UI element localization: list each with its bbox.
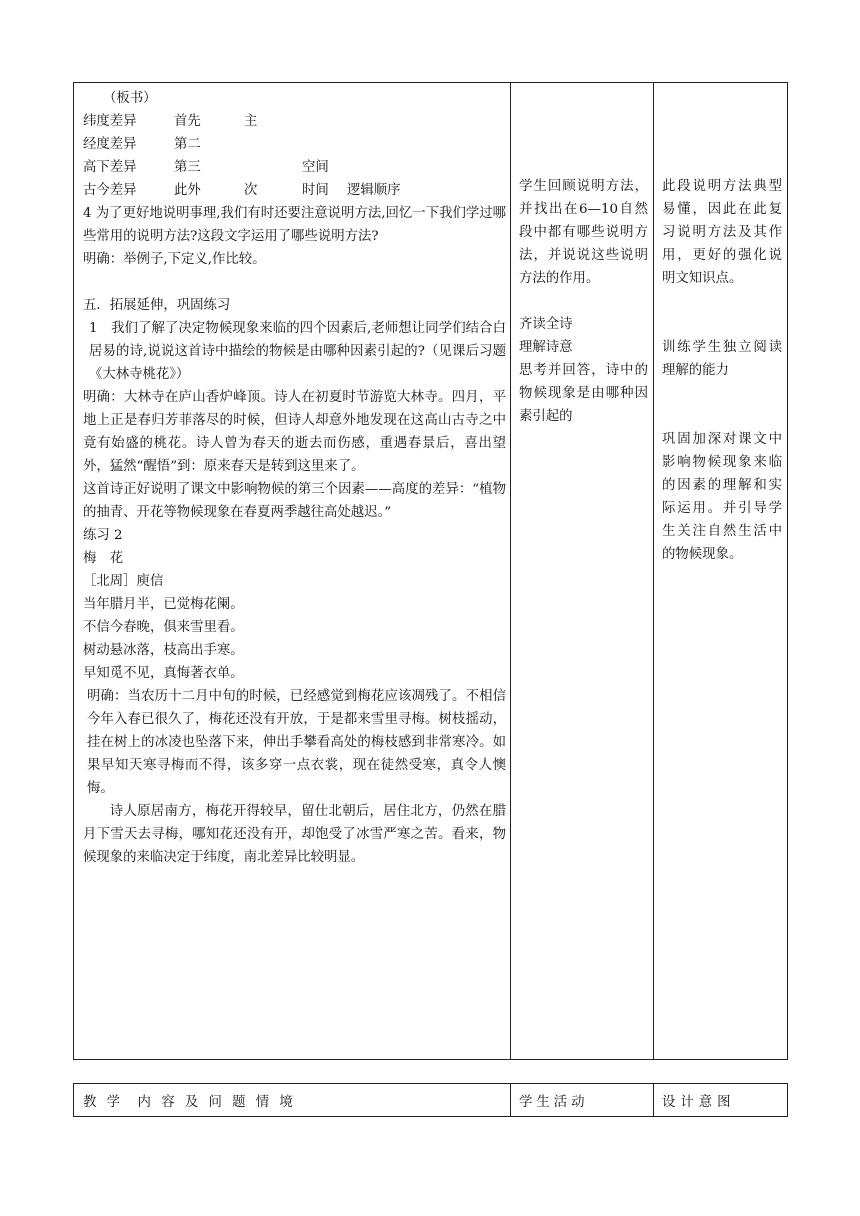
activity-2-read: 齐读全诗 [519, 317, 573, 332]
intent-3: 巩固加深对课文中影响物候现象来临的因素的理解和实际运用。并引导学生关注自然生活中的物候现象。 [662, 432, 782, 562]
exercise-1-answer: 明确：大林寺在庐山香炉峰顶。诗人在初夏时节游览大林寺。四月，平地上正是春归芳菲落尽的时候，但诗人却意外地发现在这高山古寺之中竟有始盛的桃花。诗人曾为春天的逝去而伤感，重遇春景后，喜出望外，猛然“醒悟”到：原来春天是转到这里来了。 [83, 390, 506, 474]
header-row-table [73, 1083, 788, 1117]
intent-2: 训练学生独立阅读理解的能力 [662, 340, 782, 378]
header-teaching-content: 教 学 内 容 及 问 题 情 境 [74, 1084, 511, 1117]
board-header: （板书） [103, 91, 157, 106]
board-row: 经度差异 第二 [83, 137, 201, 152]
poem-line: 当年腊月半，已觉梅花阑。 [83, 597, 244, 612]
question-4: 4 为了更好地说明事理,我们有时还要注意说明方法,回忆一下我们学过哪些常用的说明方法?这段文字运用了哪些说明方法? [83, 206, 507, 244]
board-row: 纬度差异 首先 主 [83, 114, 258, 129]
activity-2-think: 思考并回答，诗中的物候现象是由哪种因素引起的 [519, 363, 648, 424]
poem-line: 树动悬冰落，枝高出手寒。 [83, 643, 244, 658]
section-5-heading: 五．拓展延伸，巩固练习 [83, 298, 231, 313]
header-student-activity: 学生活动 [511, 1084, 654, 1117]
design-intent-cell [654, 83, 788, 1060]
exercise-2-note: 诗人原居南方，梅花开得较早，留仕北朝后，居住北方，仍然在腊月下雪天去寻梅，哪知花还没有开，却饱受了冰雪严寒之苦。看来，物候现象的来临决定于纬度，南北差异比较明显。 [83, 804, 506, 865]
exercise-2-answer: 明确：当农历十二月中旬的时候，已经感觉到梅花应该凋残了。不相信今年入春已很久了，梅花还没有开放，于是都来雪里寻梅。树枝摇动，挂在树上的冰凌也坠落下来，伸出手攀看高处的梅枝感到非常寒冷。如果早知天寒寻梅而不得，该多穿一点衣裳，现在徒然受寒，真令人懊悔。 [87, 689, 506, 796]
question-4-answer: 明确：举例子,下定义,作比较。 [83, 252, 266, 267]
board-notes [83, 110, 506, 202]
poem-line: 早知觅不见，真悔著衣单。 [83, 666, 244, 681]
lesson-plan-table [73, 82, 788, 1060]
teaching-content-cell [74, 83, 511, 1060]
poem-title: 梅 花 [83, 551, 124, 566]
header-design-intent: 设计意图 [654, 1084, 788, 1117]
exercise-2-label: 练习 2 [83, 528, 123, 543]
student-activity-cell [511, 83, 654, 1060]
poem-line: 不信今春晚，俱来雪里看。 [83, 620, 244, 635]
poem-author: ［北周］庾信 [83, 574, 164, 589]
exercise-1-summary: 这首诗正好说明了课文中影响物候的第三个因素——高度的差异：“植物的抽青、开花等物候现象在春夏两季越往高处越迟。” [83, 482, 506, 520]
intent-1: 此段说明方法典型易懂，因此在此复习说明方法及其作用，更好的强化说明文知识点。 [662, 179, 782, 286]
board-row: 古今差异 此外 次 时间 逻辑顺序 [83, 183, 401, 198]
board-row: 高下差异 第三 空间 [83, 160, 329, 175]
activity-2-understand: 理解诗意 [519, 340, 573, 355]
exercise-1: 1 我们了解了决定物候现象来临的四个因素后,老师想让同学们结合白居易的诗,说说这首诗中描绘的物候是由哪种因素引起的?（见课后习题《大林寺桃花》） [89, 321, 506, 382]
activity-1: 学生回顾说明方法，并找出在6—10自然段中都有哪些说明方法，并说说这些说明方法的作用。 [519, 179, 648, 286]
